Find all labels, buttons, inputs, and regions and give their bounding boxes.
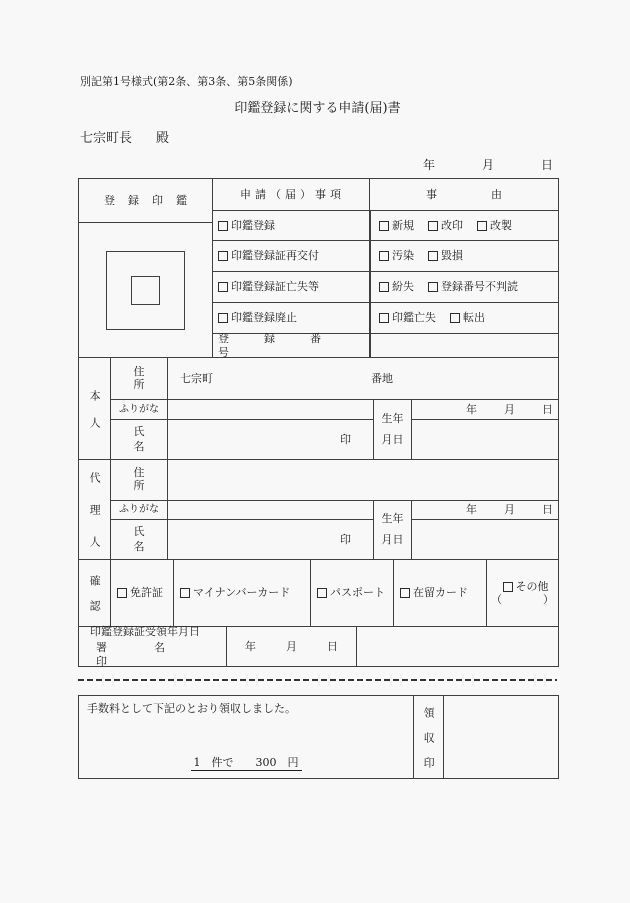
checkbox-icon	[428, 251, 438, 261]
option-label: パスポート	[330, 586, 385, 600]
option-label: 印鑑亡失	[392, 311, 436, 325]
option-other-fill-field[interactable]	[491, 594, 554, 606]
day-label: 日	[327, 639, 338, 653]
section-applicant	[79, 357, 558, 459]
option-label: 改製	[490, 218, 512, 232]
reason-header	[370, 179, 558, 210]
receipt-date-field[interactable]	[226, 627, 356, 666]
signature-seal-label: 署名印	[96, 641, 212, 668]
birthdate-label-text: 生年月日	[381, 411, 404, 446]
seal-impression-area[interactable]	[79, 223, 212, 357]
agent-birthdate-field[interactable]	[411, 500, 558, 519]
option-new[interactable]	[379, 219, 414, 232]
applicant-address-label	[110, 358, 167, 399]
checkbox-icon	[428, 221, 438, 231]
fee-message-cell	[79, 696, 413, 778]
fee-amount: 1 件で 300 円	[191, 756, 302, 771]
checkbox-icon	[218, 221, 228, 231]
section-receipt	[79, 626, 558, 666]
option-remake[interactable]	[477, 219, 512, 232]
option-label: 改印	[441, 218, 463, 232]
receipt-signature-field[interactable]	[356, 627, 558, 666]
form-code: 別記第1号様式(第2条、第3条、第5条関係)	[80, 75, 293, 88]
option-registration-abolition[interactable]	[218, 311, 297, 324]
confirmation-label-text: 確認	[88, 575, 102, 625]
day-label: 日	[542, 402, 553, 416]
option-seal-registration[interactable]	[218, 219, 275, 232]
confirmation-group-label	[79, 560, 110, 626]
application-columns	[212, 179, 558, 357]
section-application	[79, 179, 558, 357]
option-other[interactable]	[503, 580, 549, 593]
address-label-text: 住所	[133, 466, 145, 492]
applicant-group-label: 本人	[88, 389, 102, 444]
applicant-stamp-mark: 印	[340, 432, 351, 446]
agent-address-label	[110, 460, 167, 500]
agent-furigana-label: ふりがな	[110, 500, 167, 519]
option-move-out[interactable]	[450, 311, 485, 324]
receipt-date-label: 印鑑登録証受領年月日	[90, 625, 200, 639]
receipt-label-cell	[79, 627, 226, 666]
receipt-stamp-label: 領収印	[422, 706, 436, 782]
option-stain[interactable]	[379, 249, 414, 262]
page-title: 印鑑登録に関する申請(届)書	[234, 101, 401, 116]
registered-seal-header: 登録印鑑	[79, 179, 212, 223]
option-label: 印鑑登録廃止	[231, 311, 297, 325]
fee-message: 手数料として下記のとおり領収しました。	[87, 702, 296, 715]
checkbox-icon	[379, 251, 389, 261]
checkbox-icon	[428, 282, 438, 292]
checkbox-icon	[503, 582, 513, 592]
option-seal-loss[interactable]	[379, 311, 436, 324]
option-certificate-reissue[interactable]	[218, 249, 319, 262]
main-form-table	[78, 178, 559, 667]
agent-name-label	[110, 519, 167, 559]
receipt-stamp-label-cell	[413, 696, 443, 782]
month-label: 月	[504, 402, 515, 416]
application-items-header: 申請（届）事項	[213, 179, 370, 210]
option-label: 印鑑登録証再交付	[231, 249, 319, 263]
option-label: 免許証	[130, 586, 163, 600]
option-passport[interactable]	[317, 586, 385, 599]
application-date-line[interactable]	[78, 158, 557, 172]
checkbox-icon	[379, 313, 389, 323]
checkbox-icon	[218, 251, 228, 261]
registration-number-field[interactable]	[370, 334, 558, 357]
paren-close: ）	[543, 592, 554, 606]
reason-header-right: 由	[491, 187, 502, 201]
option-label: 印鑑登録証亡失等	[231, 280, 319, 294]
registered-seal-column	[79, 179, 212, 357]
name-label-text: 氏名	[133, 425, 145, 453]
section-confirmation	[79, 559, 558, 626]
month-label: 月	[481, 158, 494, 172]
addressee-line	[80, 131, 169, 147]
applicant-name-field[interactable]	[167, 419, 373, 459]
seal-impression-frame	[106, 251, 185, 330]
option-other-cell	[486, 560, 558, 626]
agent-stamp-mark: 印	[340, 532, 351, 546]
agent-furigana-field[interactable]	[167, 500, 373, 519]
checkbox-icon	[379, 282, 389, 292]
checkbox-icon	[218, 313, 228, 323]
option-label: 紛失	[392, 280, 414, 294]
year-label: 年	[422, 158, 435, 172]
reason-header-left: 事	[426, 187, 437, 201]
option-residence-card[interactable]	[400, 586, 468, 599]
agent-name-field[interactable]	[167, 519, 373, 559]
option-label: 転出	[463, 311, 485, 325]
receipt-stamp-field[interactable]	[443, 696, 558, 778]
address-label-text: 住所	[133, 364, 145, 391]
checkbox-icon	[477, 221, 487, 231]
year-label: 年	[466, 503, 477, 517]
applicant-address-city: 七宗町	[180, 371, 213, 385]
month-label: 月	[504, 503, 515, 517]
agent-group-label: 代理人	[88, 471, 102, 568]
name-label-text: 氏名	[133, 525, 145, 553]
applicant-furigana-field[interactable]	[167, 399, 373, 419]
agent-birthdate-value-field[interactable]	[411, 519, 558, 559]
option-label: 印鑑登録	[231, 218, 275, 232]
applicant-address-field[interactable]	[167, 358, 558, 399]
day-label: 日	[540, 158, 553, 172]
addressee-name: 七宗町長	[80, 131, 133, 146]
option-drivers-license[interactable]	[117, 586, 163, 599]
checkbox-icon	[180, 588, 190, 598]
applicant-birthdate-label	[373, 399, 411, 459]
agent-birthdate-label	[373, 500, 411, 559]
option-certificate-loss[interactable]	[218, 280, 319, 293]
option-number-unreadable[interactable]	[428, 280, 518, 293]
checkbox-icon	[400, 588, 410, 598]
applicant-birthdate-field[interactable]	[411, 399, 558, 419]
option-loss[interactable]	[379, 280, 414, 293]
applicant-name-label	[110, 419, 167, 459]
applicant-furigana-label: ふりがな	[110, 399, 167, 419]
checkbox-icon	[317, 588, 327, 598]
option-label: 登録番号不判読	[441, 280, 518, 294]
section-agent	[79, 459, 558, 568]
year-label: 年	[245, 639, 256, 653]
agent-address-field[interactable]	[167, 460, 558, 500]
option-mynumber-card[interactable]	[180, 586, 290, 599]
birthdate-label-text: 生年月日	[381, 512, 404, 546]
applicant-address-unit-label: 番地	[371, 371, 393, 385]
option-label: その他	[515, 580, 549, 594]
checkbox-icon	[450, 313, 460, 323]
month-label: 月	[286, 639, 297, 653]
year-label: 年	[466, 402, 477, 416]
option-label: 汚染	[392, 249, 414, 263]
option-label: マイナンバーカード	[193, 586, 291, 600]
option-label: 在留カード	[413, 586, 468, 600]
dashed-separator	[78, 679, 557, 681]
option-label: 毀損	[441, 249, 463, 263]
seal-impression-inner-box	[131, 276, 160, 305]
option-seal-change[interactable]	[428, 219, 463, 232]
addressee-honorific: 殿	[156, 131, 170, 146]
fee-receipt-table	[78, 695, 559, 782]
checkbox-icon	[218, 282, 228, 292]
option-label: 新規	[392, 218, 414, 232]
checkbox-icon	[379, 221, 389, 231]
checkbox-icon	[117, 588, 127, 598]
registration-number-label: 登録番号	[213, 334, 370, 357]
option-damage[interactable]	[428, 249, 463, 262]
day-label: 日	[542, 503, 553, 517]
applicant-birthdate-value-field[interactable]	[411, 419, 558, 459]
paren-open: （	[491, 592, 502, 606]
